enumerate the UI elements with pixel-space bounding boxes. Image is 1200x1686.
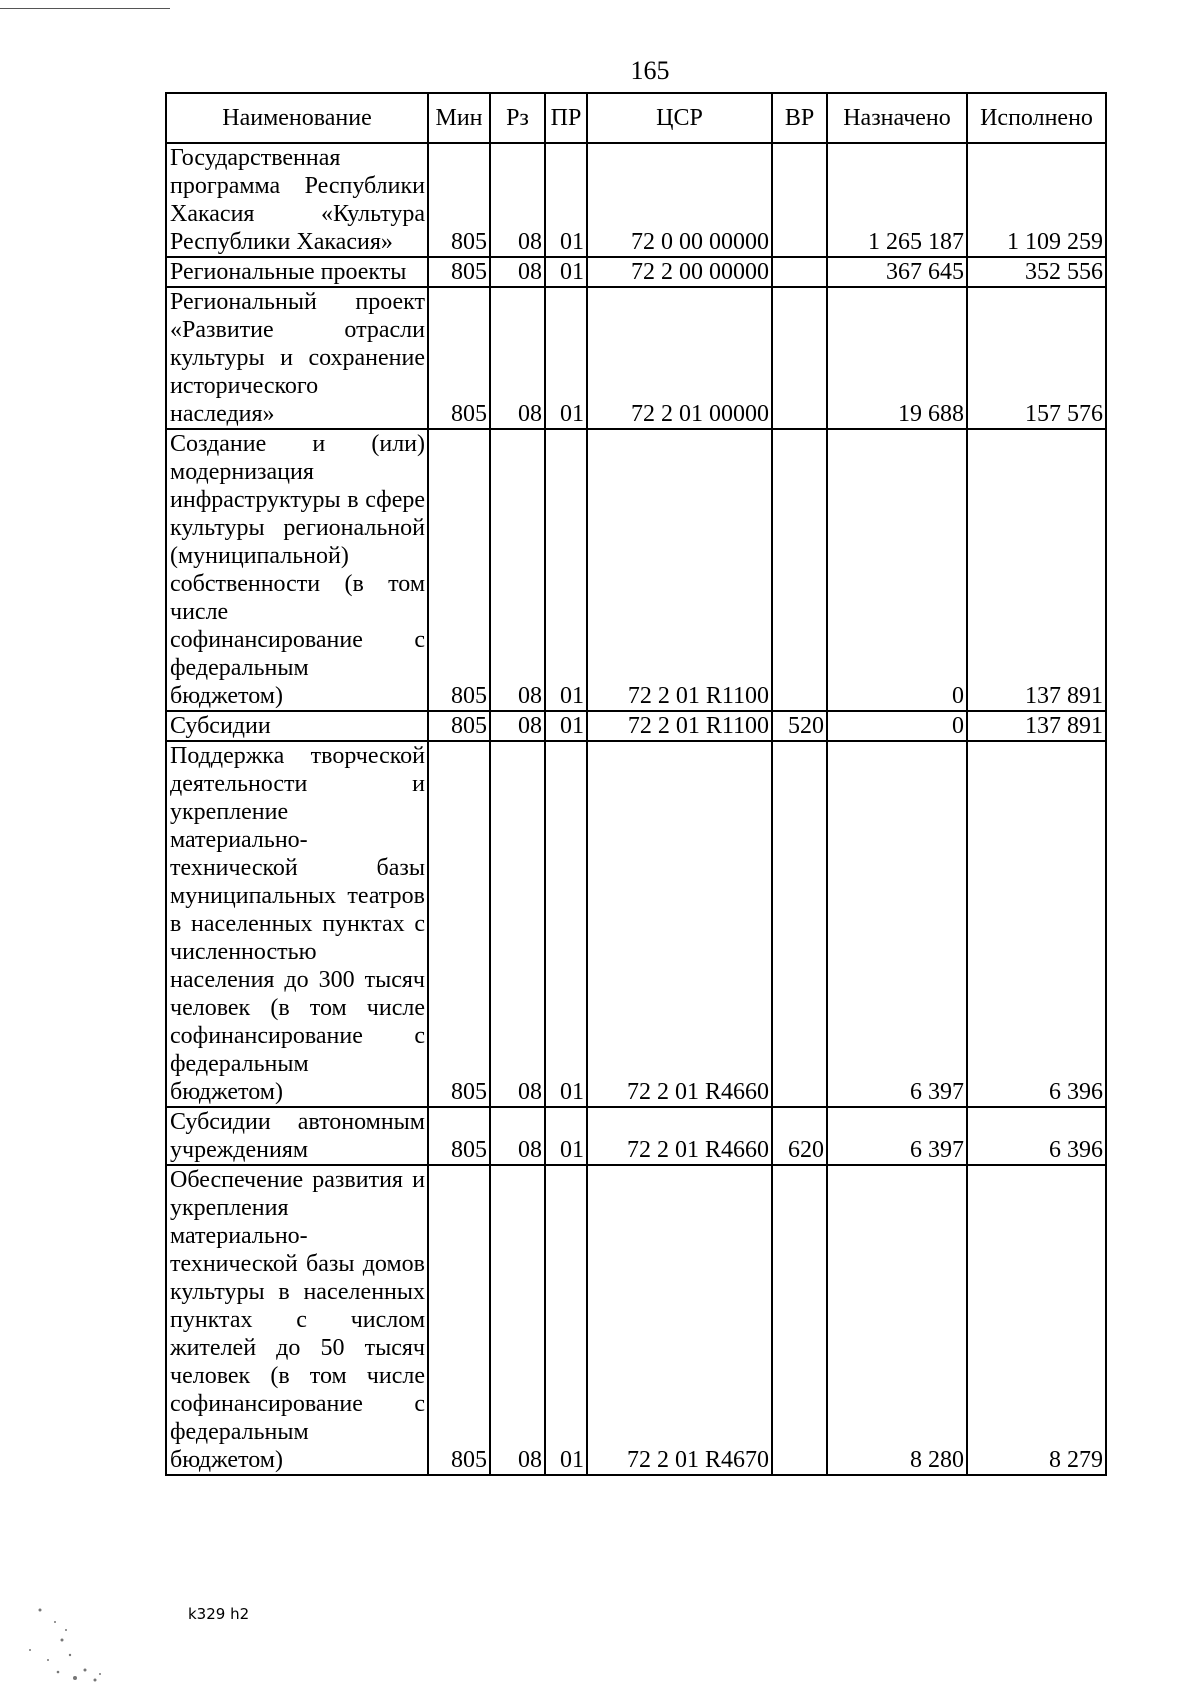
row-csr: 72 2 01 R1100 <box>587 429 772 711</box>
row-vr <box>772 287 827 429</box>
row-name: Создание и (или) модернизация инфраструктуры в сфере культуры региональной (муниципальной) собственности (в том числе софинансирование с федеральным бюджетом) <box>166 429 428 711</box>
row-executed: 157 576 <box>967 287 1106 429</box>
table-row <box>166 287 1106 429</box>
row-name: Субсидии <box>166 711 428 741</box>
row-rz: 08 <box>490 257 545 287</box>
row-min: 805 <box>428 287 490 429</box>
table-row <box>166 741 1106 1107</box>
row-name: Региональные проекты <box>166 257 428 287</box>
row-pr: 01 <box>545 429 587 711</box>
table-row <box>166 711 1106 741</box>
scan-edge-line <box>0 8 170 9</box>
row-rz: 08 <box>490 711 545 741</box>
row-pr: 01 <box>545 287 587 429</box>
row-assigned: 19 688 <box>827 287 967 429</box>
row-executed: 1 109 259 <box>967 143 1106 257</box>
table-row <box>166 143 1106 257</box>
row-rz: 08 <box>490 741 545 1107</box>
row-pr: 01 <box>545 257 587 287</box>
row-vr: 520 <box>772 711 827 741</box>
row-executed: 352 556 <box>967 257 1106 287</box>
row-assigned: 6 397 <box>827 1107 967 1165</box>
row-name: Обеспечение развития и укрепления материально-технической базы домов культуры в населенных пунктах с числом жителей до 50 тысяч человек (в том числе софинансирование с федеральным бюджетом) <box>166 1165 428 1475</box>
row-min: 805 <box>428 1165 490 1475</box>
row-vr <box>772 429 827 711</box>
row-pr: 01 <box>545 1107 587 1165</box>
table-row <box>166 429 1106 711</box>
table-row <box>166 1165 1106 1475</box>
row-name: Субсидии автономным учреждениям <box>166 1107 428 1165</box>
row-vr <box>772 143 827 257</box>
row-rz: 08 <box>490 1165 545 1475</box>
row-vr <box>772 257 827 287</box>
row-csr: 72 2 01 R4660 <box>587 1107 772 1165</box>
row-assigned: 1 265 187 <box>827 143 967 257</box>
row-name: Поддержка творческой деятельности и укрепление материально-технической базы муниципальных театров в населенных пунктах с численностью населения до 300 тысяч человек (в том числе софинансирование с федеральным бюджетом) <box>166 741 428 1107</box>
row-executed: 137 891 <box>967 429 1106 711</box>
row-name: Государственная программа Республики Хакасия «Культура Республики Хакасия» <box>166 143 428 257</box>
row-min: 805 <box>428 741 490 1107</box>
row-rz: 08 <box>490 429 545 711</box>
row-csr: 72 2 01 R4660 <box>587 741 772 1107</box>
row-executed: 6 396 <box>967 741 1106 1107</box>
row-pr: 01 <box>545 143 587 257</box>
row-pr: 01 <box>545 741 587 1107</box>
row-assigned: 0 <box>827 711 967 741</box>
scan-speckles <box>29 1609 101 1682</box>
row-pr: 01 <box>545 711 587 741</box>
row-executed: 6 396 <box>967 1107 1106 1165</box>
row-assigned: 0 <box>827 429 967 711</box>
row-assigned: 367 645 <box>827 257 967 287</box>
header-executed: Исполнено <box>967 93 1106 143</box>
row-csr: 72 2 01 R4670 <box>587 1165 772 1475</box>
row-assigned: 8 280 <box>827 1165 967 1475</box>
header-name: Наименование <box>166 93 428 143</box>
table-row <box>166 257 1106 287</box>
header-csr: ЦСР <box>587 93 772 143</box>
row-csr: 72 2 00 00000 <box>587 257 772 287</box>
row-min: 805 <box>428 711 490 741</box>
row-vr <box>772 1165 827 1475</box>
row-min: 805 <box>428 429 490 711</box>
row-csr: 72 0 00 00000 <box>587 143 772 257</box>
row-min: 805 <box>428 1107 490 1165</box>
row-pr: 01 <box>545 1165 587 1475</box>
row-rz: 08 <box>490 287 545 429</box>
row-name: Региональный проект «Развитие отрасли культуры и сохранение исторического наследия» <box>166 287 428 429</box>
footer-code: k329 h2 <box>188 1605 250 1623</box>
header-pr: ПР <box>545 93 587 143</box>
header-assigned: Назначено <box>827 93 967 143</box>
row-executed: 8 279 <box>967 1165 1106 1475</box>
page-number: 165 <box>630 56 670 85</box>
row-assigned: 6 397 <box>827 741 967 1107</box>
row-csr: 72 2 01 R1100 <box>587 711 772 741</box>
row-min: 805 <box>428 257 490 287</box>
header-vr: ВР <box>772 93 827 143</box>
row-min: 805 <box>428 143 490 257</box>
table-header-row <box>166 93 1106 143</box>
budget-table <box>165 92 1107 1476</box>
row-vr: 620 <box>772 1107 827 1165</box>
header-min: Мин <box>428 93 490 143</box>
row-vr <box>772 741 827 1107</box>
row-rz: 08 <box>490 143 545 257</box>
table-row <box>166 1107 1106 1165</box>
row-csr: 72 2 01 00000 <box>587 287 772 429</box>
header-rz: Рз <box>490 93 545 143</box>
row-rz: 08 <box>490 1107 545 1165</box>
scan-noise <box>0 1580 120 1686</box>
row-executed: 137 891 <box>967 711 1106 741</box>
